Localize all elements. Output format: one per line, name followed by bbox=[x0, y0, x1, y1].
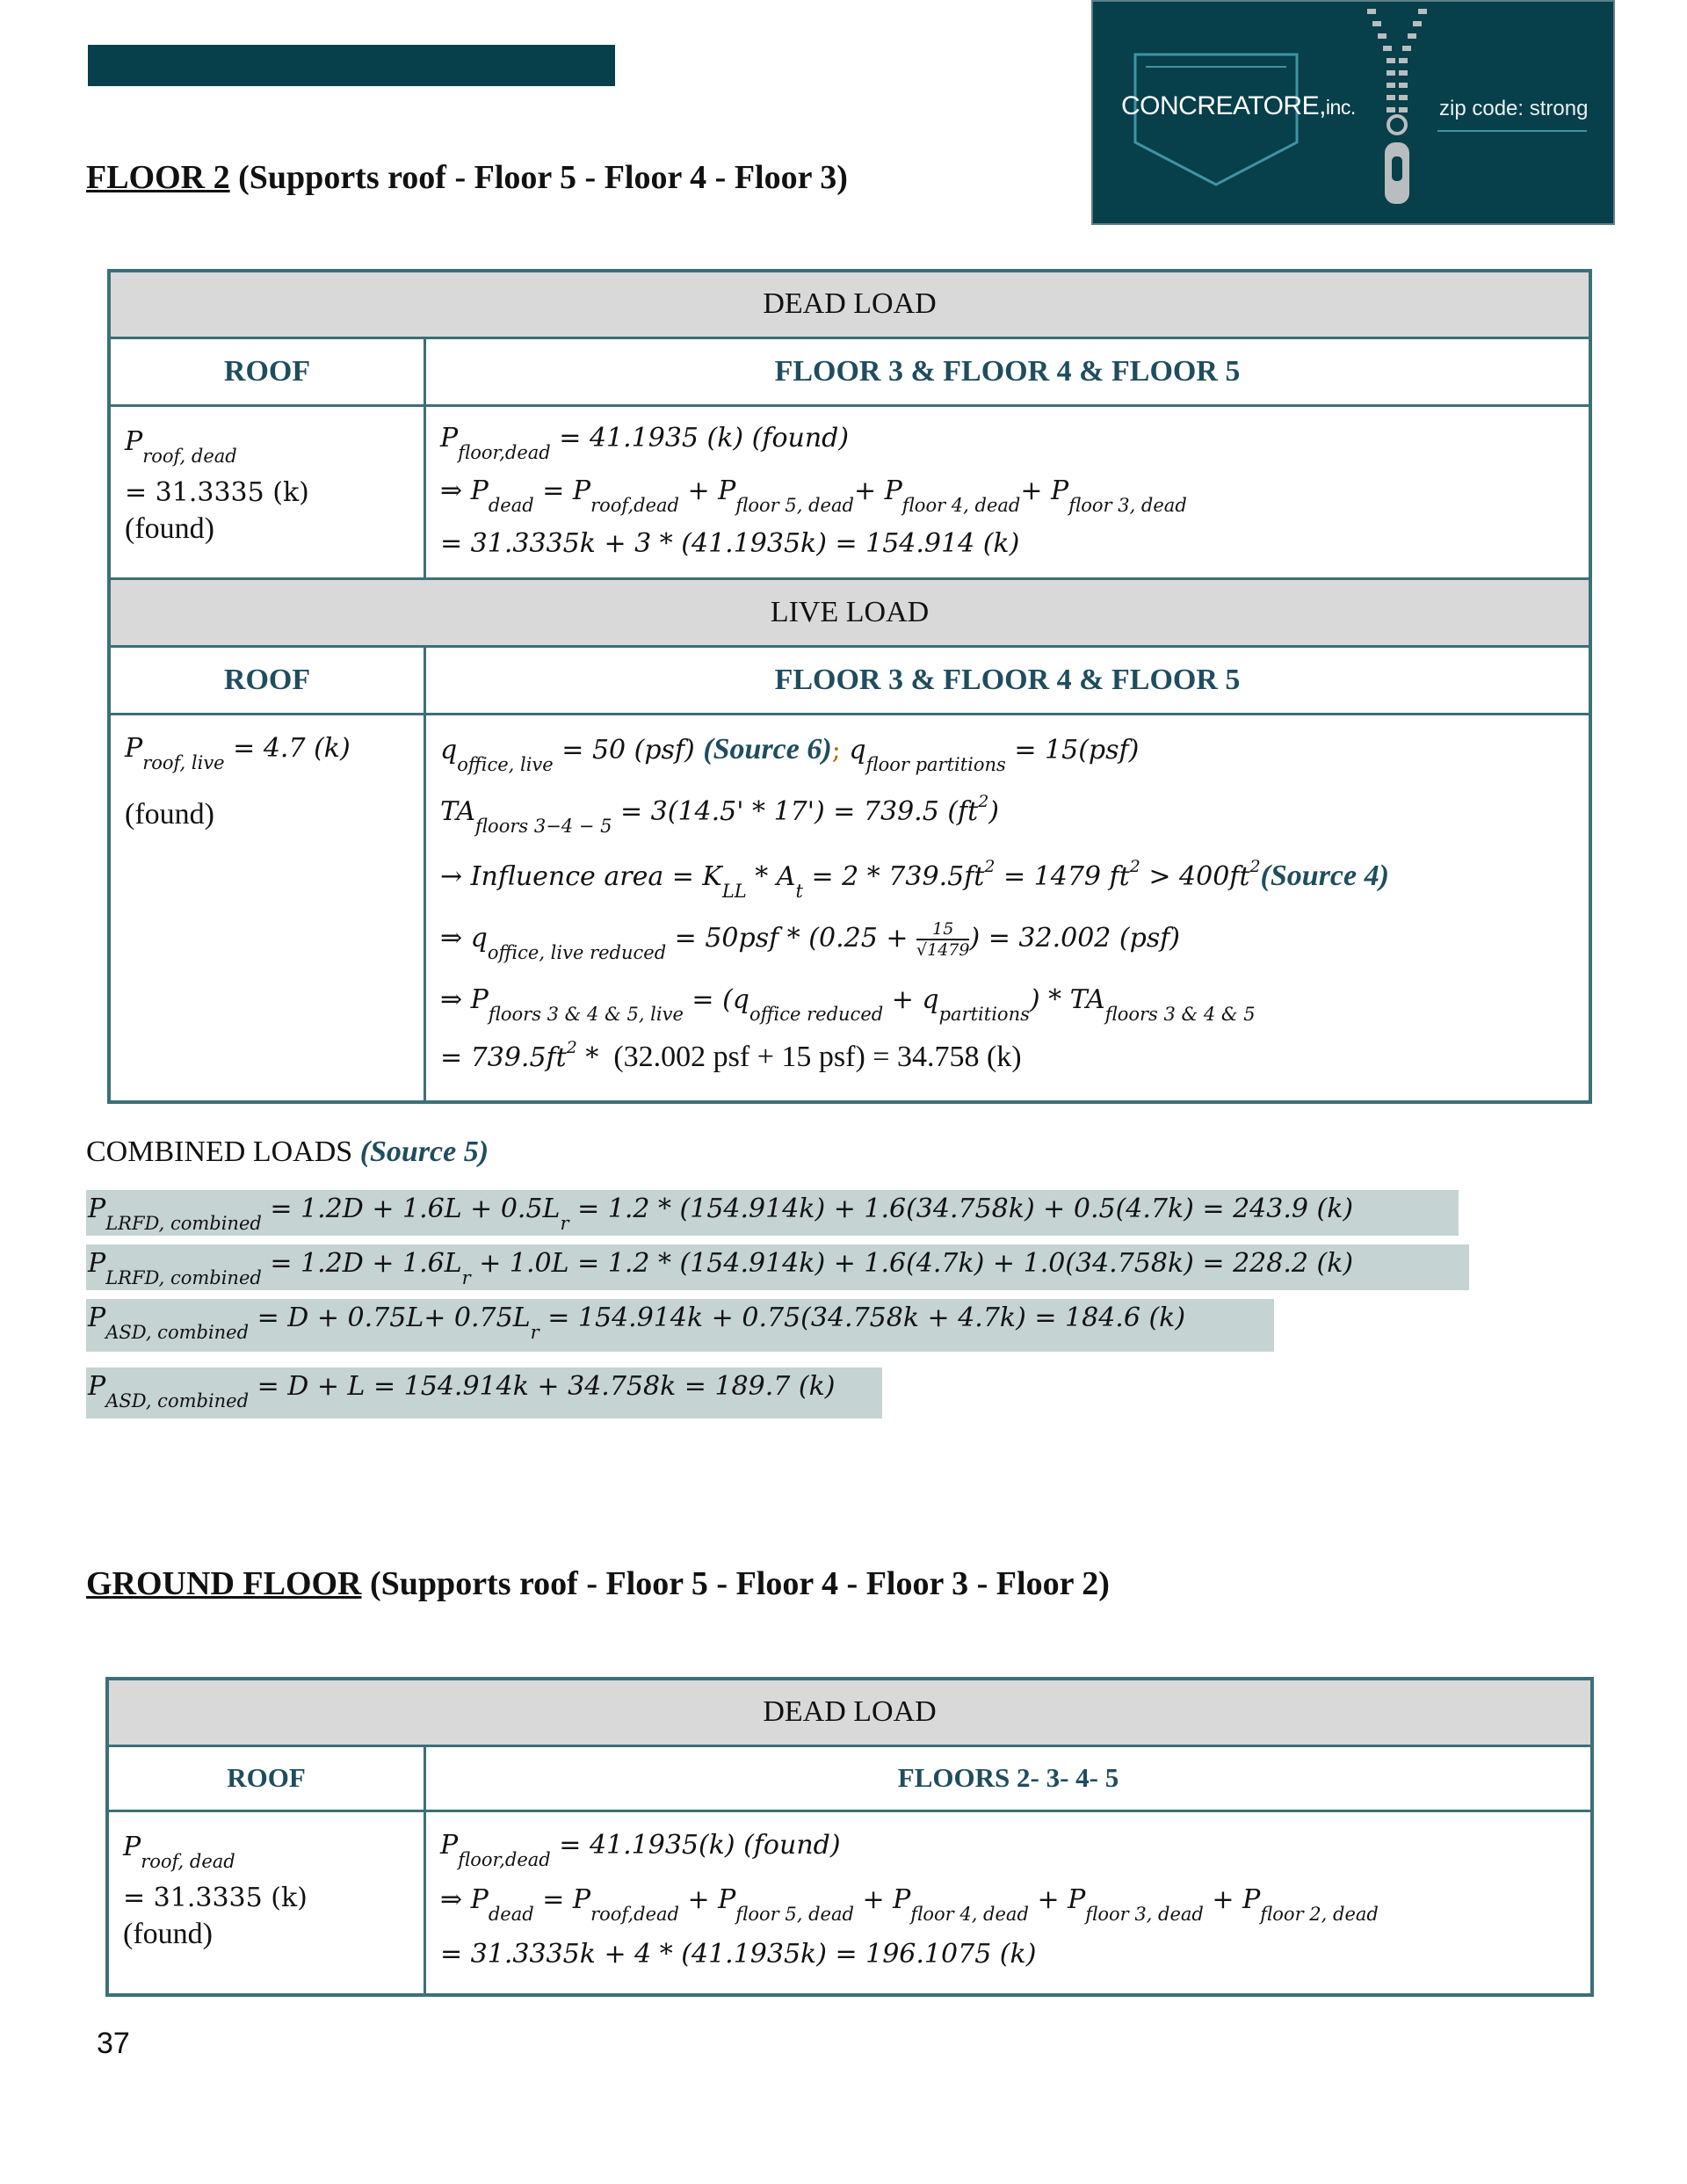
ground-roof-dead-note: (found) bbox=[123, 1917, 213, 1950]
live-line5: ⇒ $P_{floors 3 \& 4 \& 5, live} = (q_{office reduced} + q_{partitions}) * TA_{floors 3 \& 4 \& 5}$ bbox=[440, 983, 1256, 1025]
roof-column-header-live: ROOF bbox=[109, 646, 425, 714]
combined-row-lrfd-1: $P_{LRFD, combined} = 1.2D + 1.6L + 0.5L_r = 1.2 * (154.914k) + 1.6(34.758k) + 0.5(4.7k) = 243.9$ (k) bbox=[86, 1190, 1459, 1236]
source-5-ref: (Source 5) bbox=[359, 1136, 489, 1168]
ground-floor-subtitle: (Supports roof - Floor 5 - Floor 4 - Floor 3 - Floor 2) bbox=[361, 1565, 1110, 1602]
combined-row-asd-1: $P_{ASD, combined} = D + 0.75L+ 0.75L_r = 154.914k + 0.75(34.758k + 4.7k) = 184.6$ (k) bbox=[86, 1299, 1274, 1352]
roof-column-header: ROOF bbox=[109, 337, 425, 405]
live-line1: $q_{office, live} = 50$ (psf) (Source 6); $q_{floor partitions} = 15(psf)$ bbox=[440, 732, 1140, 775]
floor2-heading bbox=[86, 158, 848, 197]
tagline-underline bbox=[1437, 130, 1587, 132]
brand-tagline: zip code: strong bbox=[1439, 97, 1589, 120]
floor2-title: FLOOR 2 bbox=[86, 159, 230, 196]
roof-live-cell bbox=[109, 714, 425, 1102]
floors-column-header: FLOOR 3 & FLOOR 4 & FLOOR 5 bbox=[425, 337, 1591, 405]
live-line2: $TA_{floors 3-4 - 5} = 3(14.5' * 17') = 739.5$ $(ft^2)$ bbox=[440, 791, 1000, 837]
live-line4: ⇒ $q_{office, live reduced} = 50psf * (0.25$ + $\frac{15}{√1479}) = 32.002$ (psf) bbox=[440, 918, 1181, 963]
floor2-load-table bbox=[107, 269, 1592, 1104]
floor-dead-line3: = 31.3335k + 3 * (41.1935k) = 154.914 (k) bbox=[440, 527, 1020, 559]
live-load-header: LIVE LOAD bbox=[109, 578, 1590, 646]
floor2-subtitle: (Supports roof - Floor 5 - Floor 4 - Floor 3) bbox=[229, 159, 848, 196]
live-line3: → Influence area = $K_{LL} * A_t = 2 * 739.5ft^2 = 1479$ $ft^2$ > $400ft^2(Source$ 4) bbox=[440, 856, 1389, 902]
source-4-ref: (Source 4) bbox=[1260, 859, 1389, 892]
ground-dead-line1: $P_{floor,dead} = 41.1935(k)$ (found) bbox=[440, 1829, 841, 1870]
floor-dead-cell bbox=[425, 405, 1591, 578]
ground-dead-load-header: DEAD LOAD bbox=[107, 1679, 1592, 1745]
ground-floor-heading bbox=[86, 1564, 1110, 1603]
ground-dead-line2: ⇒ $P_{dead} = P_{roof,dead} + P_{floor 5, dead} + P_{floor 4, dead} + P_{floor 3, dead} + P_{floor 2, dead}$ bbox=[440, 1883, 1379, 1925]
dead-load-header: DEAD LOAD bbox=[109, 271, 1590, 337]
floors-column-header-live: FLOOR 3 & FLOOR 4 & FLOOR 5 bbox=[425, 646, 1591, 714]
ground-roof-dead-value: = 31.3335 (k) bbox=[123, 1882, 308, 1913]
fraction: $\frac{15}{√1479}$ bbox=[916, 918, 970, 960]
ground-dead-line3: = 31.3335k + 4 * (41.1935k) = 196.1075 (k) bbox=[440, 1938, 1037, 1970]
floor-dead-line2: ⇒ $P_{dead} = P_{roof,dead} + P_{floor 5, dead}+ P_{floor 4, dead}+ P_{floor 3, dead}$ bbox=[440, 475, 1187, 516]
ground-floor-load-table bbox=[105, 1677, 1594, 1997]
roof-dead-note: (found) bbox=[125, 512, 214, 545]
combined-row-lrfd-2: $P_{LRFD, combined} = 1.2D + 1.6L_r + 1.0L = 1.2 * (154.914k) + 1.6(4.7k) + 1.0(34.758k) = 228.2$ (k) bbox=[86, 1244, 1469, 1290]
live-line6: = $739.5ft^2 * (32.002$ psf + 15 psf) = 34.758 (k) bbox=[440, 1037, 1022, 1073]
ground-roof-dead-cell: $P_{roof, dead}$ = 31.3335 (k) (found) bbox=[107, 1810, 425, 1995]
combined-row-asd-2: $P_{ASD, combined} = D + L = 154.914k + 34.758k = 189.7$ (k) bbox=[86, 1368, 882, 1419]
combined-loads-title: COMBINED LOADS (Source 5) bbox=[86, 1136, 489, 1168]
ground-floor-title: GROUND FLOOR bbox=[86, 1565, 362, 1602]
company-logo bbox=[1091, 0, 1615, 225]
brand-name: CONCREATORE,inc. bbox=[1121, 91, 1356, 120]
floor-dead-line1: $P_{floor,dead} = 41.1935$ (k) (found) bbox=[440, 422, 850, 463]
roof-live-line: $P_{roof, live} = 4.7$ (k) bbox=[125, 732, 351, 773]
source-6-ref: (Source 6) bbox=[703, 732, 832, 765]
ground-roof-column-header: ROOF bbox=[107, 1745, 425, 1810]
roof-live-note: (found) bbox=[125, 797, 214, 831]
ground-floors-column-header: FLOORS 2- 3- 4- 5 bbox=[425, 1745, 1593, 1810]
ground-floor-dead-cell bbox=[425, 1810, 1593, 1995]
floor-live-cell bbox=[425, 714, 1591, 1102]
page-number: 37 bbox=[97, 2027, 130, 2060]
roof-dead-cell: $P_{roof, dead}$ = 31.3335 (k) (found) bbox=[109, 405, 425, 578]
roof-dead-value: = 31.3335 (k) bbox=[125, 476, 309, 508]
header-bar bbox=[88, 45, 615, 86]
